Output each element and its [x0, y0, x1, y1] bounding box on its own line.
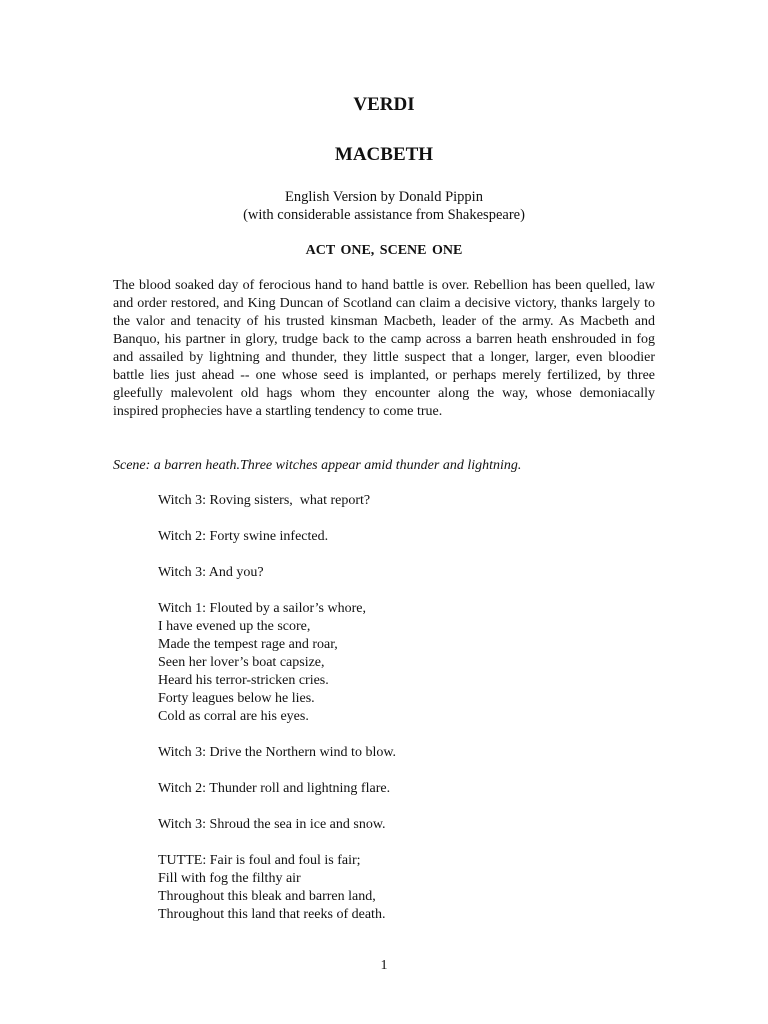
speech-line: Witch 3: Shroud the sea in ice and snow.	[158, 817, 386, 832]
speech-line: Forty leagues below he lies.	[158, 691, 315, 706]
speech-line: Seen her lover’s boat capsize,	[158, 655, 325, 670]
libretto-lines	[158, 492, 658, 942]
version-line: English Version by Donald Pippin	[285, 189, 483, 205]
speech-block	[158, 744, 658, 762]
speech-line: Witch 2: Thunder roll and lightning flare.	[158, 781, 391, 796]
synopsis-paragraph: The blood soaked day of ferocious hand to hand battle is over. Rebellion has been quelled, law and order restored, and King Duncan of Scotland can claim a decisive victory, thanks largely to the valor and tenacity of his trusted kinsman Macbeth, leader of the army. As Macbeth and Banquo, his partner in glory, trudge back to the camp across a barren heath enshrouded in fog and assailed by lightning and thunder, they little suspect that a longer, larger, even bloodier battle lies just ahead -- one whose seed is implanted, or perhaps merely fertilized, by three gleefully malevolent old hags whom they encounter along the way, whose demoniacally inspired prophecies have a startling tendency to come true.	[113, 278, 655, 419]
speech-line: I have evened up the score,	[158, 619, 311, 634]
act-heading: ACT ONE, SCENE ONE	[305, 243, 463, 258]
speech-line: Witch 3: And you?	[158, 565, 264, 580]
speech-block	[158, 780, 658, 798]
speech-line: Throughout this bleak and barren land,	[158, 889, 376, 904]
speech-block	[158, 852, 658, 924]
speech-line: Witch 3: Drive the Northern wind to blow.	[158, 745, 397, 760]
scene-direction: Scene: a barren heath.Three witches appear amid thunder and lightning.	[113, 458, 522, 473]
speech-line: Witch 1: Flouted by a sailor’s whore,	[158, 601, 366, 616]
speech-block	[158, 528, 658, 546]
speech-line: Heard his terror-stricken cries.	[158, 673, 329, 688]
speech-line: Cold as corral are his eyes.	[158, 709, 309, 724]
speech-line: Witch 3: Roving sisters, what report?	[158, 493, 371, 508]
speech-line: TUTTE: Fair is foul and foul is fair;	[158, 853, 361, 868]
speech-line: Made the tempest rage and roar,	[158, 637, 338, 652]
speech-line: Fill with fog the filthy air	[158, 871, 301, 886]
opera-title: MACBETH	[334, 144, 434, 165]
speech-block	[158, 564, 658, 582]
speech-line: Witch 2: Forty swine infected.	[158, 529, 329, 544]
speech-block	[158, 600, 658, 726]
assistance-line: (with considerable assistance from Shakespeare)	[243, 207, 525, 223]
composer-title: VERDI	[353, 94, 415, 115]
speech-block	[158, 492, 658, 510]
speech-line: Throughout this land that reeks of death.	[158, 907, 386, 922]
speech-block	[158, 816, 658, 834]
page-number: 1	[380, 958, 388, 973]
